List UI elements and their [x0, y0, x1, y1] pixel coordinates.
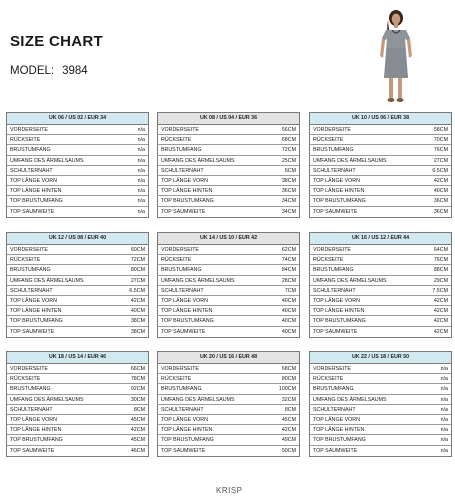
measurement-value: 6.5CM	[432, 167, 448, 174]
size-table	[157, 112, 300, 218]
measurement-label: TOP LÄNGE VORN	[313, 297, 360, 304]
table-row	[7, 176, 148, 186]
measurement-label: RÜCKSEITE	[313, 137, 344, 144]
measurement-value: 8CM	[284, 406, 296, 413]
measurement-value: 36CM	[433, 198, 448, 205]
measurement-value: 45CM	[130, 437, 145, 444]
size-table	[309, 232, 452, 338]
size-header: UK 12 / US 08 / EUR 40	[7, 233, 148, 245]
measurement-value: 38CM	[281, 177, 296, 184]
measurement-label: TOP SAUMWEITE	[313, 208, 358, 215]
table-row	[310, 316, 451, 326]
measurement-value: 29CM	[433, 277, 448, 284]
measurement-value: 45CM	[281, 416, 296, 423]
measurement-label: UMFANG DES ÄRMELSAUMS	[313, 157, 387, 164]
table-row	[7, 135, 148, 145]
measurement-label: TOP BRUSTUMFANG	[161, 318, 214, 325]
measurement-value: 27CM	[433, 157, 448, 164]
measurement-label: SCHULTERNAHT	[10, 406, 53, 413]
measurement-label: SCHULTERNAHT	[313, 406, 356, 413]
measurement-value: 50CM	[281, 447, 296, 454]
size-table	[157, 232, 300, 338]
measurement-value: n/a	[137, 157, 145, 164]
table-row	[7, 395, 148, 405]
measurement-value: 42CM	[433, 177, 448, 184]
table-row	[7, 255, 148, 265]
measurement-value: n/a	[137, 167, 145, 174]
table-row	[7, 276, 148, 286]
measurement-value: 58CM	[433, 127, 448, 133]
table-row	[7, 245, 148, 255]
measurement-label: RÜCKSEITE	[10, 376, 41, 383]
measurement-label: BRUSTUMFANG	[161, 267, 202, 274]
measurement-label: BRUSTUMFANG	[313, 147, 354, 154]
measurement-value: 78CM	[130, 376, 145, 383]
brand-logo: KRISP	[216, 486, 243, 495]
measurement-value: 7CM	[284, 287, 296, 294]
measurement-value: 40CM	[281, 318, 296, 325]
measurement-value: 27CM	[130, 277, 145, 284]
measurement-label: TOP LÄNGE HINTEN	[10, 188, 62, 195]
measurement-value: 45CM	[130, 416, 145, 423]
size-header: UK 20 / US 16 / EUR 48	[158, 352, 299, 364]
table-row	[158, 327, 299, 337]
table-row	[7, 196, 148, 206]
table-row	[7, 405, 148, 415]
table-row	[158, 316, 299, 326]
measurement-label: BRUSTUMFANG	[10, 267, 51, 274]
measurement-label: TOP BRUSTUMFANG	[313, 318, 366, 325]
measurement-value: 34CM	[281, 198, 296, 205]
measurement-label: TOP SAUMWEITE	[10, 328, 55, 335]
size-header: UK 08 / US 04 / EUR 36	[158, 113, 299, 125]
measurement-value: 76CM	[433, 257, 448, 264]
measurement-value: 40CM	[281, 297, 296, 304]
measurement-label: TOP BRUSTUMFANG	[10, 437, 63, 444]
measurement-value: n/a	[440, 416, 448, 423]
table-row	[310, 415, 451, 425]
table-row	[158, 245, 299, 255]
measurement-value: 40CM	[281, 328, 296, 335]
measurement-label: BRUSTUMFANG	[313, 267, 354, 274]
measurement-label: SCHULTERNAHT	[161, 287, 204, 294]
model-number: 3984	[62, 65, 88, 77]
table-row	[7, 156, 148, 166]
table-row	[158, 176, 299, 186]
table-row	[310, 384, 451, 394]
table-row	[310, 364, 451, 374]
size-table	[6, 351, 149, 457]
table-row	[310, 327, 451, 337]
measurement-label: TOP LÄNGE HINTEN	[161, 427, 213, 434]
measurement-label: TOP BRUSTUMFANG	[313, 437, 366, 444]
measurement-value: n/a	[137, 147, 145, 154]
measurement-value: 8CM	[133, 406, 145, 413]
measurement-value: 42CM	[433, 318, 448, 325]
table-row	[7, 327, 148, 337]
table-row	[310, 276, 451, 286]
measurement-value: 25CM	[281, 157, 296, 164]
measurement-label: RÜCKSEITE	[10, 137, 41, 144]
measurement-value: n/a	[440, 406, 448, 413]
measurement-value: n/a	[137, 137, 145, 144]
table-row	[310, 156, 451, 166]
measurement-value: 70CM	[433, 137, 448, 144]
measurement-value: n/a	[137, 198, 145, 205]
table-row	[158, 384, 299, 394]
measurement-value: 38CM	[130, 318, 145, 325]
table-row	[158, 196, 299, 206]
measurement-value: 56CM	[281, 127, 296, 133]
measurement-value: 100CM	[278, 386, 296, 393]
table-row	[310, 196, 451, 206]
measurement-label: UMFANG DES ÄRMELSAUMS	[161, 396, 235, 403]
table-row	[310, 395, 451, 405]
measurement-label: UMFANG DES ÄRMELSAUMS	[161, 277, 235, 284]
measurement-label: VORDERSEITE	[161, 127, 199, 133]
measurement-value: n/a	[137, 188, 145, 195]
measurement-label: BRUSTUMFANG	[161, 386, 202, 393]
measurement-label: RÜCKSEITE	[161, 376, 192, 383]
measurement-label: TOP SAUMWEITE	[161, 208, 206, 215]
table-row	[7, 316, 148, 326]
table-row	[158, 276, 299, 286]
table-row	[7, 435, 148, 445]
measurement-value: n/a	[440, 366, 448, 372]
table-row	[158, 364, 299, 374]
table-row	[7, 265, 148, 275]
measurement-label: VORDERSEITE	[10, 366, 48, 372]
model-photo	[372, 8, 418, 106]
table-row	[310, 435, 451, 445]
measurement-value: 32CM	[281, 396, 296, 403]
table-row	[310, 296, 451, 306]
size-header: UK 14 / US 10 / EUR 42	[158, 233, 299, 245]
measurement-value: 42CM	[433, 308, 448, 315]
table-row	[310, 374, 451, 384]
measurement-label: TOP LÄNGE VORN	[161, 297, 208, 304]
measurement-value: 64CM	[433, 247, 448, 253]
table-row	[310, 286, 451, 296]
measurement-value: 42CM	[433, 328, 448, 335]
table-row	[310, 405, 451, 415]
table-row	[158, 395, 299, 405]
measurement-label: TOP SAUMWEITE	[10, 447, 55, 454]
table-row	[158, 405, 299, 415]
measurement-label: UMFANG DES ÄRMELSAUMS	[10, 277, 84, 284]
measurement-label: TOP BRUSTUMFANG	[313, 198, 366, 205]
measurement-label: SCHULTERNAHT	[161, 406, 204, 413]
size-header: UK 22 / US 18 / EUR 50	[310, 352, 451, 364]
table-row	[310, 306, 451, 316]
page-title: SIZE CHART	[10, 33, 103, 50]
table-row	[158, 425, 299, 435]
size-header: UK 06 / US 02 / EUR 34	[7, 113, 148, 125]
measurement-label: TOP SAUMWEITE	[161, 328, 206, 335]
table-row	[158, 435, 299, 445]
measurement-label: SCHULTERNAHT	[10, 167, 53, 174]
table-row	[7, 286, 148, 296]
measurement-value: 66CM	[130, 366, 145, 372]
measurement-label: RÜCKSEITE	[10, 257, 41, 264]
table-row	[7, 415, 148, 425]
measurement-label: TOP BRUSTUMFANG	[161, 198, 214, 205]
measurement-label: BRUSTUMFANG	[313, 386, 354, 393]
measurement-value: n/a	[440, 427, 448, 434]
measurement-label: TOP LÄNGE VORN	[10, 416, 57, 423]
table-row	[158, 207, 299, 217]
measurement-value: 72CM	[281, 147, 296, 154]
measurement-value: 68CM	[281, 366, 296, 372]
measurement-value: n/a	[440, 437, 448, 444]
table-row	[310, 207, 451, 217]
measurement-value: n/a	[137, 127, 145, 133]
table-row	[310, 145, 451, 155]
measurement-label: UMFANG DES ÄRMELSAUMS	[161, 157, 235, 164]
model-label: MODEL:	[10, 65, 55, 77]
table-row	[7, 374, 148, 384]
measurement-label: TOP SAUMWEITE	[161, 447, 206, 454]
size-header: UK 10 / US 06 / EUR 38	[310, 113, 451, 125]
table-row	[7, 306, 148, 316]
measurement-label: BRUSTUMFANG	[10, 147, 51, 154]
measurement-label: UMFANG DES ÄRMELSAUMS	[313, 277, 387, 284]
measurement-label: BRUSTUMFANG	[10, 386, 51, 393]
measurement-value: 60CM	[130, 247, 145, 253]
table-row	[310, 425, 451, 435]
table-row	[310, 166, 451, 176]
size-header: UK 18 / US 14 / EUR 46	[7, 352, 148, 364]
measurement-label: TOP BRUSTUMFANG	[10, 318, 63, 325]
measurement-value: 40CM	[433, 188, 448, 195]
table-row	[7, 296, 148, 306]
measurement-value: 49CM	[281, 437, 296, 444]
measurement-value: 76CM	[433, 147, 448, 154]
measurement-value: 40CM	[130, 308, 145, 315]
measurement-value: 46CM	[130, 447, 145, 454]
measurement-label: SCHULTERNAHT	[313, 287, 356, 294]
measurement-label: TOP LÄNGE VORN	[313, 177, 360, 184]
table-row	[7, 166, 148, 176]
table-row	[310, 125, 451, 135]
measurement-label: VORDERSEITE	[313, 127, 351, 133]
size-header: UK 16 / US 12 / EUR 44	[310, 233, 451, 245]
table-row	[7, 125, 148, 135]
table-row	[310, 255, 451, 265]
measurement-label: TOP LÄNGE HINTEN	[161, 308, 213, 315]
measurement-value: 84CM	[281, 267, 296, 274]
size-table	[6, 112, 149, 218]
measurement-value: n/a	[137, 177, 145, 184]
table-row	[158, 125, 299, 135]
table-row	[7, 186, 148, 196]
table-row	[310, 245, 451, 255]
measurement-label: TOP SAUMWEITE	[313, 447, 358, 454]
measurement-value: n/a	[440, 386, 448, 393]
measurement-label: VORDERSEITE	[161, 366, 199, 372]
table-row	[158, 145, 299, 155]
measurement-value: 38CM	[130, 328, 145, 335]
measurement-label: TOP LÄNGE HINTEN	[313, 427, 365, 434]
measurement-label: SCHULTERNAHT	[313, 167, 356, 174]
measurement-value: n/a	[440, 376, 448, 383]
table-row	[158, 446, 299, 456]
measurement-label: TOP LÄNGE VORN	[161, 177, 208, 184]
table-row	[158, 286, 299, 296]
measurement-label: BRUSTUMFANG	[161, 147, 202, 154]
measurement-value: 40CM	[281, 308, 296, 315]
measurement-value: 6.5CM	[129, 287, 145, 294]
table-row	[158, 135, 299, 145]
measurement-value: 28CM	[281, 277, 296, 284]
table-row	[158, 255, 299, 265]
measurement-value: 42CM	[433, 297, 448, 304]
measurement-value: 68CM	[281, 137, 296, 144]
size-table	[6, 232, 149, 338]
measurement-value: 88CM	[433, 267, 448, 274]
table-row	[7, 145, 148, 155]
measurement-label: TOP LÄNGE HINTEN	[10, 308, 62, 315]
table-row	[158, 186, 299, 196]
table-row	[310, 135, 451, 145]
table-row	[158, 166, 299, 176]
measurement-value: n/a	[440, 447, 448, 454]
measurement-value: 36CM	[433, 208, 448, 215]
measurement-label: RÜCKSEITE	[313, 376, 344, 383]
measurement-label: RÜCKSEITE	[161, 137, 192, 144]
table-row	[158, 374, 299, 384]
measurement-label: VORDERSEITE	[10, 247, 48, 253]
measurement-label: VORDERSEITE	[10, 127, 48, 133]
measurement-label: TOP LÄNGE HINTEN	[10, 427, 62, 434]
measurement-value: 92CM	[130, 386, 145, 393]
table-row	[310, 176, 451, 186]
measurement-label: TOP BRUSTUMFANG	[10, 198, 63, 205]
table-row	[310, 265, 451, 275]
measurement-label: TOP SAUMWEITE	[313, 328, 358, 335]
measurement-value: 80CM	[130, 267, 145, 274]
table-row	[310, 186, 451, 196]
measurement-label: UMFANG DES ÄRMELSAUMS	[10, 396, 84, 403]
measurement-value: 34CM	[281, 208, 296, 215]
table-row	[158, 296, 299, 306]
measurement-label: TOP LÄNGE HINTEN	[313, 188, 365, 195]
measurement-label: TOP LÄNGE VORN	[10, 297, 57, 304]
measurement-value: 42CM	[130, 427, 145, 434]
measurement-label: SCHULTERNAHT	[161, 167, 204, 174]
table-row	[7, 364, 148, 374]
measurement-label: RÜCKSEITE	[313, 257, 344, 264]
measurement-label: TOP LÄNGE VORN	[10, 177, 57, 184]
table-row	[7, 446, 148, 456]
measurement-label: VORDERSEITE	[161, 247, 199, 253]
measurement-label: TOP LÄNGE HINTEN	[161, 188, 213, 195]
measurement-label: TOP LÄNGE HINTEN	[313, 308, 365, 315]
measurement-value: n/a	[440, 396, 448, 403]
measurement-label: RÜCKSEITE	[161, 257, 192, 264]
table-row	[158, 156, 299, 166]
size-table	[309, 351, 452, 457]
table-row	[158, 265, 299, 275]
size-table	[309, 112, 452, 218]
measurement-label: TOP SAUMWEITE	[10, 208, 55, 215]
measurement-label: UMFANG DES ÄRMELSAUMS	[313, 396, 387, 403]
measurement-value: n/a	[137, 208, 145, 215]
measurement-label: VORDERSEITE	[313, 366, 351, 372]
measurement-label: VORDERSEITE	[313, 247, 351, 253]
table-row	[310, 446, 451, 456]
measurement-label: TOP LÄNGE VORN	[313, 416, 360, 423]
model-info	[10, 65, 88, 77]
measurement-label: TOP BRUSTUMFANG	[161, 437, 214, 444]
measurement-label: UMFANG DES ÄRMELSAUMS	[10, 157, 84, 164]
measurement-value: 7.5CM	[432, 287, 448, 294]
measurement-value: 80CM	[281, 376, 296, 383]
measurement-value: 72CM	[130, 257, 145, 264]
measurement-value: 30CM	[130, 396, 145, 403]
table-row	[7, 207, 148, 217]
table-row	[158, 415, 299, 425]
size-table	[157, 351, 300, 457]
measurement-value: 42CM	[130, 297, 145, 304]
measurement-value: 74CM	[281, 257, 296, 264]
measurement-label: TOP LÄNGE VORN	[161, 416, 208, 423]
table-row	[7, 425, 148, 435]
table-row	[158, 306, 299, 316]
table-row	[7, 384, 148, 394]
measurement-value: 62CM	[281, 247, 296, 253]
measurement-label: SCHULTERNAHT	[10, 287, 53, 294]
measurement-value: 36CM	[281, 188, 296, 195]
measurement-value: 6CM	[284, 167, 296, 174]
measurement-value: 42CM	[281, 427, 296, 434]
